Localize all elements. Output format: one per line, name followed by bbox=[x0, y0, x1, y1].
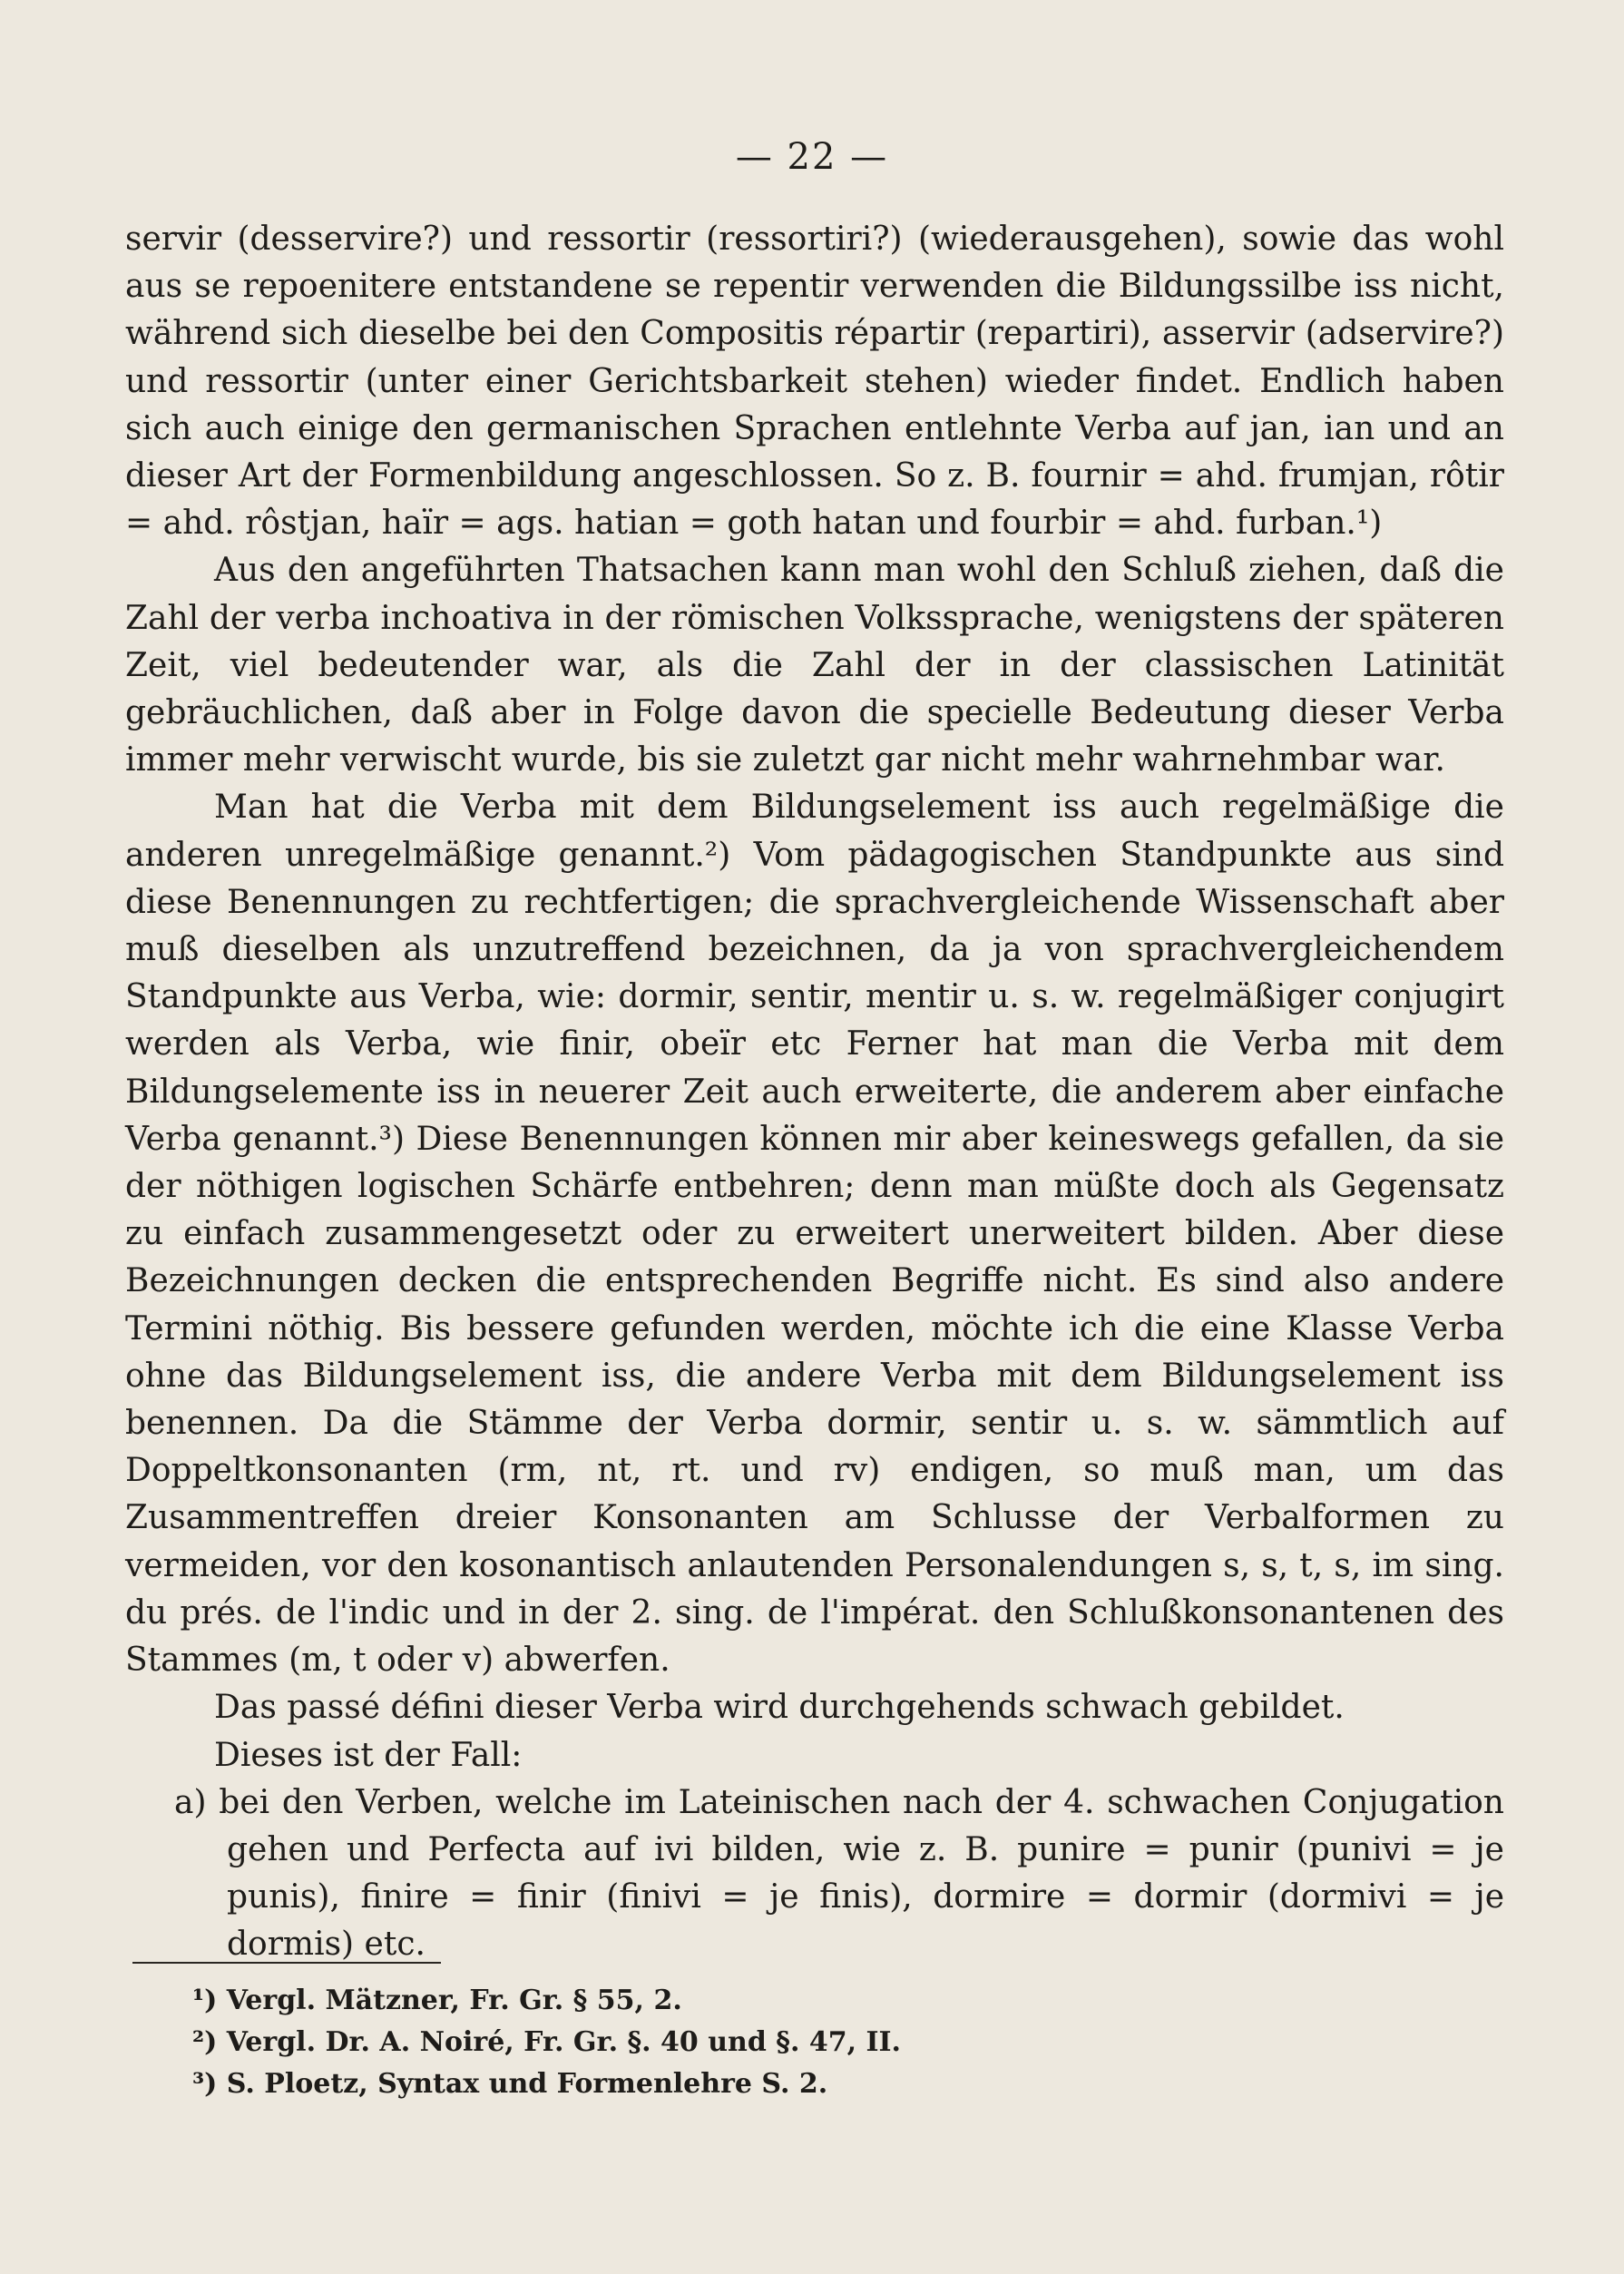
paragraph: Das passé défini dieser Verba wird durchgehends schwach gebildet. bbox=[214, 1689, 1345, 1727]
footnote: ³) S. Ploetz, Syntax und Formenlehre S. 2. bbox=[192, 2068, 828, 2100]
paragraph: servir (desservire?) und ressortir (ressortiri?) (wiederausgehen), sowie das wohl aus se repoenitere entstandene se repentir verwenden die Bildungssilbe iss nicht, während sich dieselbe bei den Compositis répartir (repartiri), asservir (adservire?) und ressortir (unter einer Gerichtsbarkeit stehen) wieder findet. Endlich haben sich auch einige den germanischen Sprachen entlehnte Verba auf jan, ian und an dieser Art der Formenbildung angeschlossen. So z. B. fournir = ahd. frumjan, rôtir = ahd. rôstjan, haïr = ags. hatian = goth hatan und fourbir = ahd. furban.¹) bbox=[125, 221, 1504, 543]
footnote: ²) Vergl. Dr. A. Noiré, Fr. Gr. §. 40 und §. 47, II. bbox=[192, 2026, 901, 2058]
page-number: — 22 — bbox=[735, 136, 889, 178]
footnotes bbox=[192, 1980, 1463, 2105]
list-marker: a) bbox=[174, 1783, 207, 1821]
paragraph: Aus den angeführten Thatsachen kann man wohl den Schluß ziehen, daß die Zahl der verba inchoativa in der römischen Volkssprache, wenigstens der späteren Zeit, viel bedeutender war, als die Zahl der in der classischen Latinität gebräuchlichen, daß aber in Folge davon die specielle Bedeutung dieser Verba immer mehr verwischt wurde, bis sie zuletzt gar nicht mehr wahrnehmbar war. bbox=[125, 552, 1504, 779]
paragraph: Man hat die Verba mit dem Bildungselement iss auch regelmäßige die anderen unregelmäßige genannt.²) Vom pädagogischen Standpunkte aus sind diese Benennungen zu rechtfertigen; die sprachvergleichende Wissenschaft aber muß dieselben als unzutreffend bezeichnen, da ja von sprachvergleichendem Standpunkte aus Verba, wie: dormir, sentir, mentir u. s. w. regelmäßiger conjugirt werden als Verba, wie finir, obeïr etc Ferner hat man die Verba mit dem Bildungselemente iss in neuerer Zeit auch erweiterte, die anderem aber einfache Verba genannt.³) Diese Benennungen können mir aber keineswegs gefallen, da sie der nöthigen logischen Schärfe entbehren; denn man müßte doch als Gegensatz zu einfach zusammengesetzt oder zu erweitert unerweitert bilden. Aber diese Bezeichnungen decken die entsprechenden Begriffe nicht. Es sind also andere Termini nöthig. Bis bessere gefunden werden, möchte ich die eine Klasse Verba ohne das Bildungselement iss, die andere Verba mit dem Bildungselement iss benennen. Da die Stämme der Verba dormir, sentir u. s. w. sämmtlich auf Doppeltkonsonanten (rm, nt, rt. und rv) endigen, so muß man, um das Zusammentreffen dreier Konsonanten am Schlusse der Verbalformen zu vermeiden, vor den kosonantisch anlautenden Personalendungen s, s, t, s, im sing. du prés. de l'indic und in der 2. sing. de l'impérat. den Schlußkonsonantenen des Stammes (m, t oder v) abwerfen. bbox=[125, 789, 1504, 1680]
footnote: ¹) Vergl. Mätzner, Fr. Gr. § 55, 2. bbox=[192, 1985, 682, 2016]
footnote-divider bbox=[132, 1962, 441, 1964]
list-item-text: bei den Verben, welche im Lateinischen nach der 4. schwachen Conjugation gehen und Perfecta auf ivi bilden, wie z. B. punire = punir (punivi = je punis), finire = finir (finivi = je finis), dormire = dormir (dormivi = je dormis) etc. bbox=[219, 1783, 1504, 1964]
list-item bbox=[125, 1779, 1504, 1969]
body-text bbox=[125, 216, 1504, 1969]
paragraph: Dieses ist der Fall: bbox=[214, 1736, 523, 1774]
